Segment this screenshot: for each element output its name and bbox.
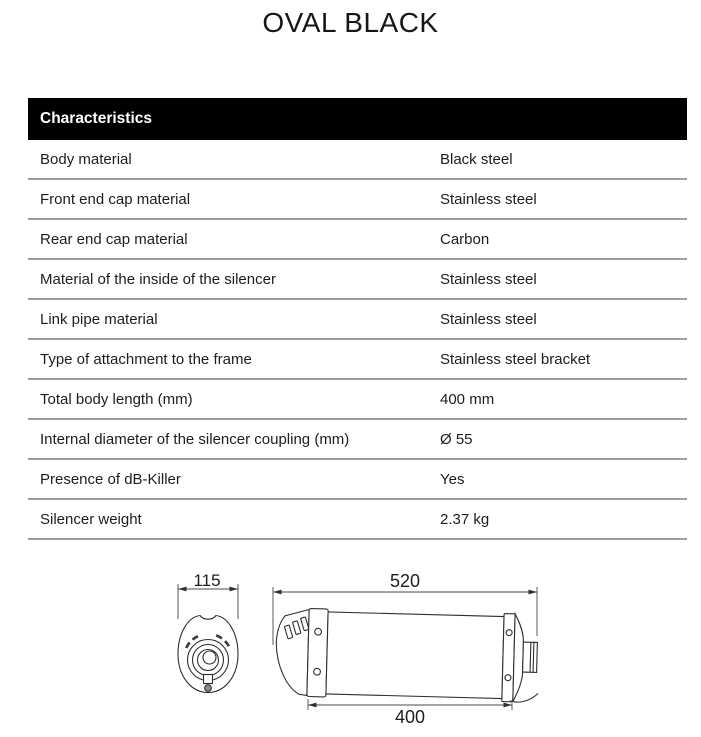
table-header: Characteristics — [28, 98, 687, 140]
spec-value: Black steel — [440, 150, 513, 168]
table-row — [28, 460, 687, 500]
spec-label: Link pipe material — [40, 310, 158, 328]
table-row — [28, 220, 687, 260]
spec-label: Silencer weight — [40, 510, 142, 528]
side-nose-cone — [275, 609, 309, 696]
spec-value: Carbon — [440, 230, 490, 248]
spec-value: Stainless steel — [440, 270, 537, 288]
spec-label: Material of the inside of the silencer — [40, 270, 276, 288]
spec-value: 2.37 kg — [440, 510, 490, 528]
side-front-band — [307, 608, 328, 696]
spec-label: Total body length (mm) — [40, 390, 193, 408]
front-bottom-tab — [204, 675, 213, 684]
spec-value: Ø 55 — [440, 430, 473, 448]
side-body — [326, 612, 504, 699]
table-row — [28, 420, 687, 460]
spec-label: Presence of dB-Killer — [40, 470, 181, 488]
front-bottom-bolt — [205, 685, 212, 692]
side-muffler — [275, 608, 540, 703]
front-view — [178, 571, 238, 693]
page-title: OVAL BLACK — [262, 7, 439, 38]
table-row — [28, 340, 687, 380]
spec-label: Type of attachment to the frame — [40, 350, 252, 368]
characteristics-table — [28, 98, 687, 540]
spec-value: Stainless steel — [440, 310, 537, 328]
table-row — [28, 260, 687, 300]
table-row — [28, 300, 687, 340]
technical-drawing — [0, 557, 701, 737]
spec-value: Stainless steel bracket — [440, 350, 591, 368]
side-total-length-label: 520 — [389, 571, 421, 591]
spec-value: Yes — [440, 470, 465, 488]
spec-label: Body material — [40, 150, 132, 168]
spec-label: Front end cap material — [40, 190, 191, 208]
spec-label: Rear end cap material — [40, 230, 188, 248]
side-body-length-label: 400 — [394, 707, 426, 727]
spec-value: 400 mm — [440, 390, 495, 408]
spec-label: Internal diameter of the silencer coupling (mm) — [40, 430, 350, 448]
table-row — [28, 140, 687, 180]
table-row — [28, 180, 687, 220]
spec-value: Stainless steel — [440, 190, 537, 208]
front-width-dimension — [178, 571, 238, 619]
side-view — [273, 571, 540, 727]
table-row — [28, 380, 687, 420]
front-width-dimension-label: 115 — [193, 571, 221, 590]
table-row — [28, 500, 687, 540]
side-body-length-dimension — [308, 699, 512, 727]
